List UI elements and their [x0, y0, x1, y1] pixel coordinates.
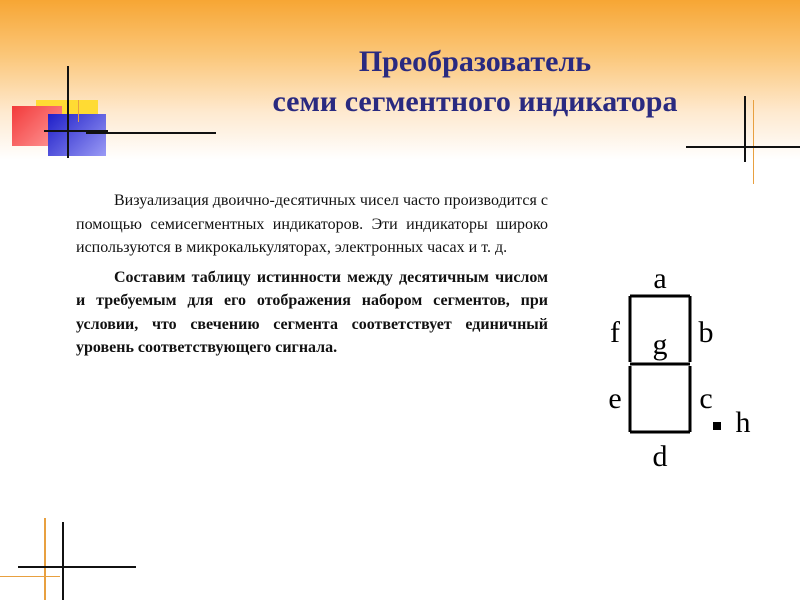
slide-body — [76, 189, 548, 360]
label-e: e — [608, 382, 622, 415]
label-f: f — [610, 316, 620, 349]
slide-title — [0, 42, 800, 122]
decor-line-horizontal-thin — [0, 576, 60, 577]
segment-h-dot — [713, 422, 721, 430]
decor-line-vertical — [62, 522, 64, 600]
decor-line-vertical — [44, 518, 46, 600]
decor-line-horizontal — [18, 566, 136, 568]
seven-segment-diagram — [595, 262, 770, 477]
label-g: g — [652, 328, 668, 361]
label-h: h — [735, 406, 751, 439]
decor-line-horizontal-long — [86, 132, 216, 134]
slide-title-line1: Преобразователь — [358, 45, 592, 78]
decor-line-horizontal — [686, 146, 800, 148]
label-d: d — [652, 440, 668, 473]
label-a: a — [653, 262, 667, 295]
slide-title-line2: семи сегментного индикатора — [272, 85, 678, 118]
label-c: c — [699, 382, 713, 415]
body-paragraph-1: Визуализация двоично-десятичных чисел часто производится с помощью семисегментных индикаторов. Эти индикаторы широко используются в микрокалькуляторах, электронных часах и т. д. — [76, 192, 548, 256]
body-paragraph-2: Составим таблицу истинности между десятичным числом и требуемым для его отображения набором сегментов, при условии, что свечению сегмента соответствует единичный уровень соответствующего сигнала. — [76, 268, 548, 356]
label-b: b — [698, 316, 714, 349]
